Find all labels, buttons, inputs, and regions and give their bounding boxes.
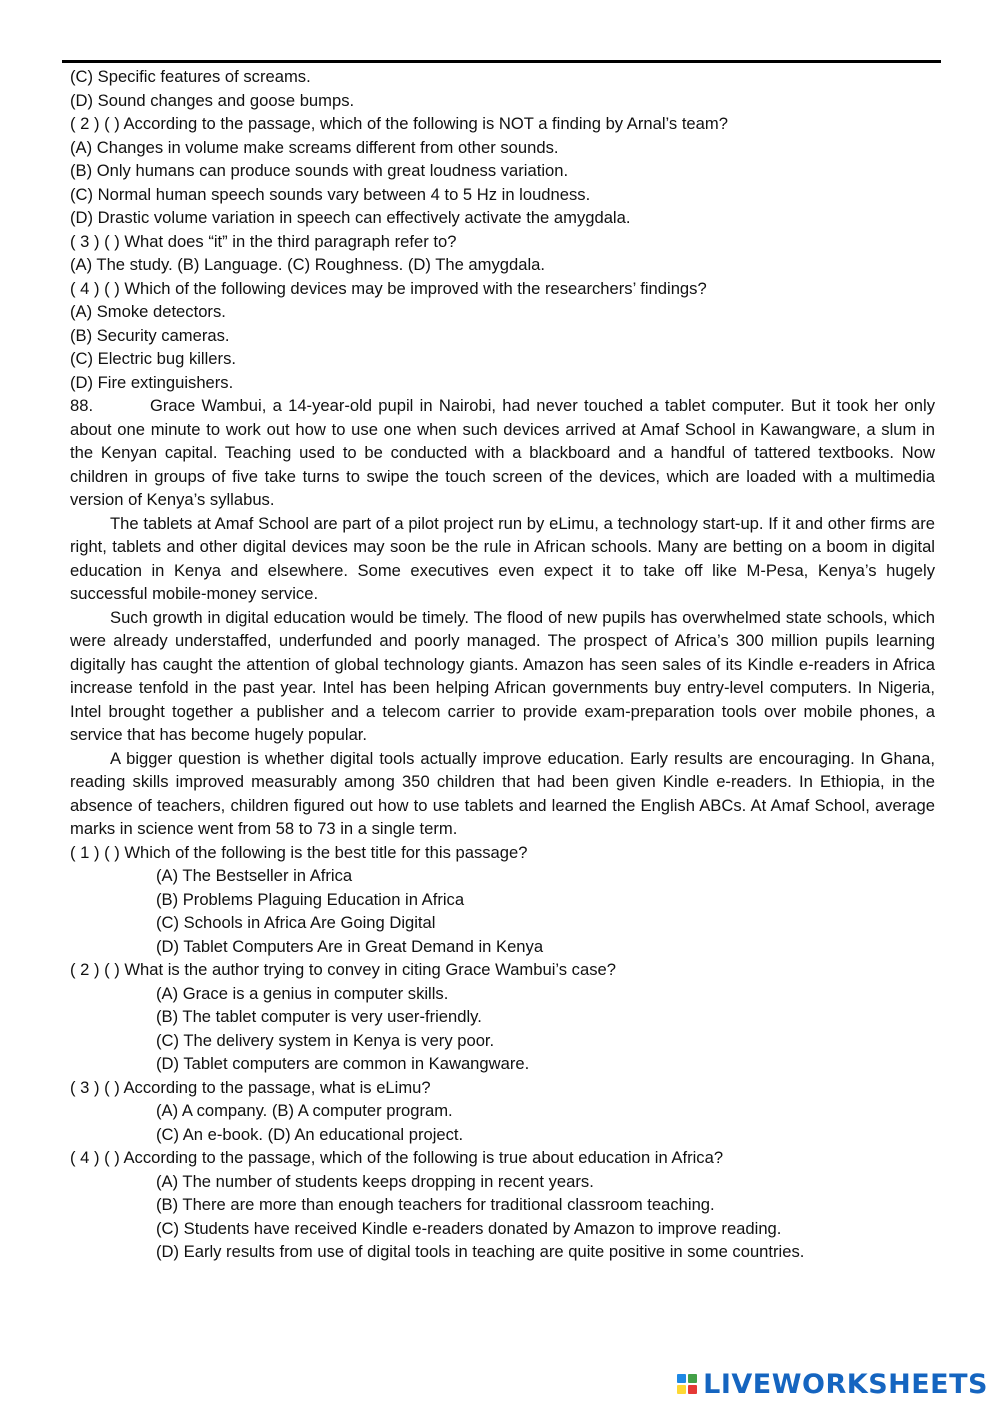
q88-questions bbox=[70, 841, 935, 1264]
option-line: (A) The Bestseller in Africa bbox=[156, 866, 353, 885]
option-line: (C) The delivery system in Kenya is very poor. bbox=[156, 1030, 495, 1050]
question-stem: ( 3 ) ( ) What does “it” in the third paragraph refer to? bbox=[70, 231, 457, 251]
logo-tile-red bbox=[688, 1385, 697, 1394]
option-line: (A) Grace is a genius in computer skills. bbox=[156, 983, 449, 1003]
logo-tile-yellow bbox=[677, 1385, 686, 1394]
option-line: (A) The number of students keeps dropping in recent years. bbox=[156, 1171, 594, 1191]
q88-passage bbox=[70, 394, 935, 841]
top-rule bbox=[62, 60, 941, 63]
option-line: (D) Tablet Computers Are in Great Demand in Kenya bbox=[156, 936, 544, 956]
passage-paragraph: Such growth in digital education would be timely. The flood of new pupils has overwhelmed state schools, which were already understaffed, underfunded and poorly managed. The prospect of Africa’s 300 million pupils learning digitally has caught the attention of global technology giants. Amazon has seen sales of its Kindle e-readers in Africa increase tenfold in the past year. Intel has been helping African governments buy entry-level computers. In Nigeria, Intel brought together a publisher and a telecom carrier to provide exam-preparation tools over mobile phones, a service that has become hugely popular. bbox=[70, 607, 935, 744]
q87-tail bbox=[70, 65, 935, 394]
passage-paragraph: The tablets at Amaf School are part of a pilot project run by eLimu, a technology start-up. If it and other firms are right, tablets and other digital devices may soon be the rule in African schools. Many are betting on a boom in digital education in Kenya and elsewhere. Some executives even expect it to take off like M-Pesa, Kenya’s hugely successful mobile-money service. bbox=[70, 513, 935, 603]
option-line: (B) The tablet computer is very user-friendly. bbox=[156, 1007, 482, 1026]
liveworksheets-logo-icon bbox=[677, 1374, 697, 1394]
option-line: (A) Changes in volume make screams different from other sounds. bbox=[70, 137, 559, 157]
option-line: (B) Problems Plaguing Education in Africa bbox=[156, 889, 465, 909]
option-line: (D) Drastic volume variation in speech can effectively activate the amygdala. bbox=[70, 208, 631, 227]
option-line: (C) Schools in Africa Are Going Digital bbox=[156, 913, 436, 932]
liveworksheets-logo[interactable] bbox=[677, 1366, 988, 1402]
logo-tile-blue bbox=[677, 1374, 686, 1383]
option-line: (C) An e-book. (D) An educational project. bbox=[156, 1124, 464, 1144]
question-stem: ( 2 ) ( ) According to the passage, which of the following is NOT a finding by Arnal’s team? bbox=[70, 114, 728, 133]
option-line: (D) Sound changes and goose bumps. bbox=[70, 90, 355, 110]
option-line: (D) Tablet computers are common in Kawangware. bbox=[156, 1054, 530, 1073]
option-line: (A) A company. (B) A computer program. bbox=[156, 1101, 453, 1120]
question-stem: ( 4 ) ( ) According to the passage, which of the following is true about education in Africa? bbox=[70, 1148, 724, 1167]
question-stem: ( 1 ) ( ) Which of the following is the best title for this passage? bbox=[70, 842, 528, 862]
question-number: 88. bbox=[70, 396, 94, 415]
option-line: (C) Electric bug killers. bbox=[70, 349, 236, 368]
option-line: (B) There are more than enough teachers for traditional classroom teaching. bbox=[156, 1195, 715, 1214]
question-stem: ( 2 ) ( ) What is the author trying to convey in citing Grace Wambui’s case? bbox=[70, 960, 616, 979]
option-line: (A) The study. (B) Language. (C) Roughness. (D) The amygdala. bbox=[70, 255, 545, 274]
passage-paragraph bbox=[70, 394, 935, 512]
worksheet-content bbox=[70, 65, 935, 1264]
option-line: (C) Normal human speech sounds vary between 4 to 5 Hz in loudness. bbox=[70, 184, 591, 204]
logo-tile-green bbox=[688, 1374, 697, 1383]
question-stem: ( 3 ) ( ) According to the passage, what is eLimu? bbox=[70, 1077, 431, 1097]
option-line: (A) Smoke detectors. bbox=[70, 302, 226, 321]
logo-text: LIVEWORKSHEETS bbox=[703, 1368, 988, 1400]
option-line: (C) Specific features of screams. bbox=[70, 67, 311, 86]
option-line: (B) Security cameras. bbox=[70, 325, 230, 345]
option-line: (D) Early results from use of digital tools in teaching are quite positive in some countries. bbox=[156, 1242, 805, 1261]
option-line: (C) Students have received Kindle e-readers donated by Amazon to improve reading. bbox=[156, 1218, 782, 1238]
passage-paragraph: A bigger question is whether digital tools actually improve education. Early results are encouraging. In Ghana, reading skills improved measurably among 350 children that had been given Kindle e-readers. In Ethiopia, in the absence of teachers, children figured out how to use tablets and learned the English ABCs. At Amaf School, average marks in science went from 58 to 73 in a single term. bbox=[70, 748, 935, 838]
option-line: (B) Only humans can produce sounds with great loudness variation. bbox=[70, 161, 569, 180]
option-line: (D) Fire extinguishers. bbox=[70, 372, 234, 392]
paragraph-text: Grace Wambui, a 14-year-old pupil in Nairobi, had never touched a tablet computer. But it took her only about one minute to work out how to use one when such devices arrived at Amaf School in Kawangware, a slum in the Kenyan capital. Teaching used to be conducted with a blackboard and a handful of tattered textbooks. Now children in groups of five take turns to swipe the touch screen of the devices, which are loaded with a multimedia version of Kenya’s syllabus. bbox=[70, 396, 935, 509]
question-stem: ( 4 ) ( ) Which of the following devices may be improved with the researchers’ findings? bbox=[70, 278, 707, 298]
